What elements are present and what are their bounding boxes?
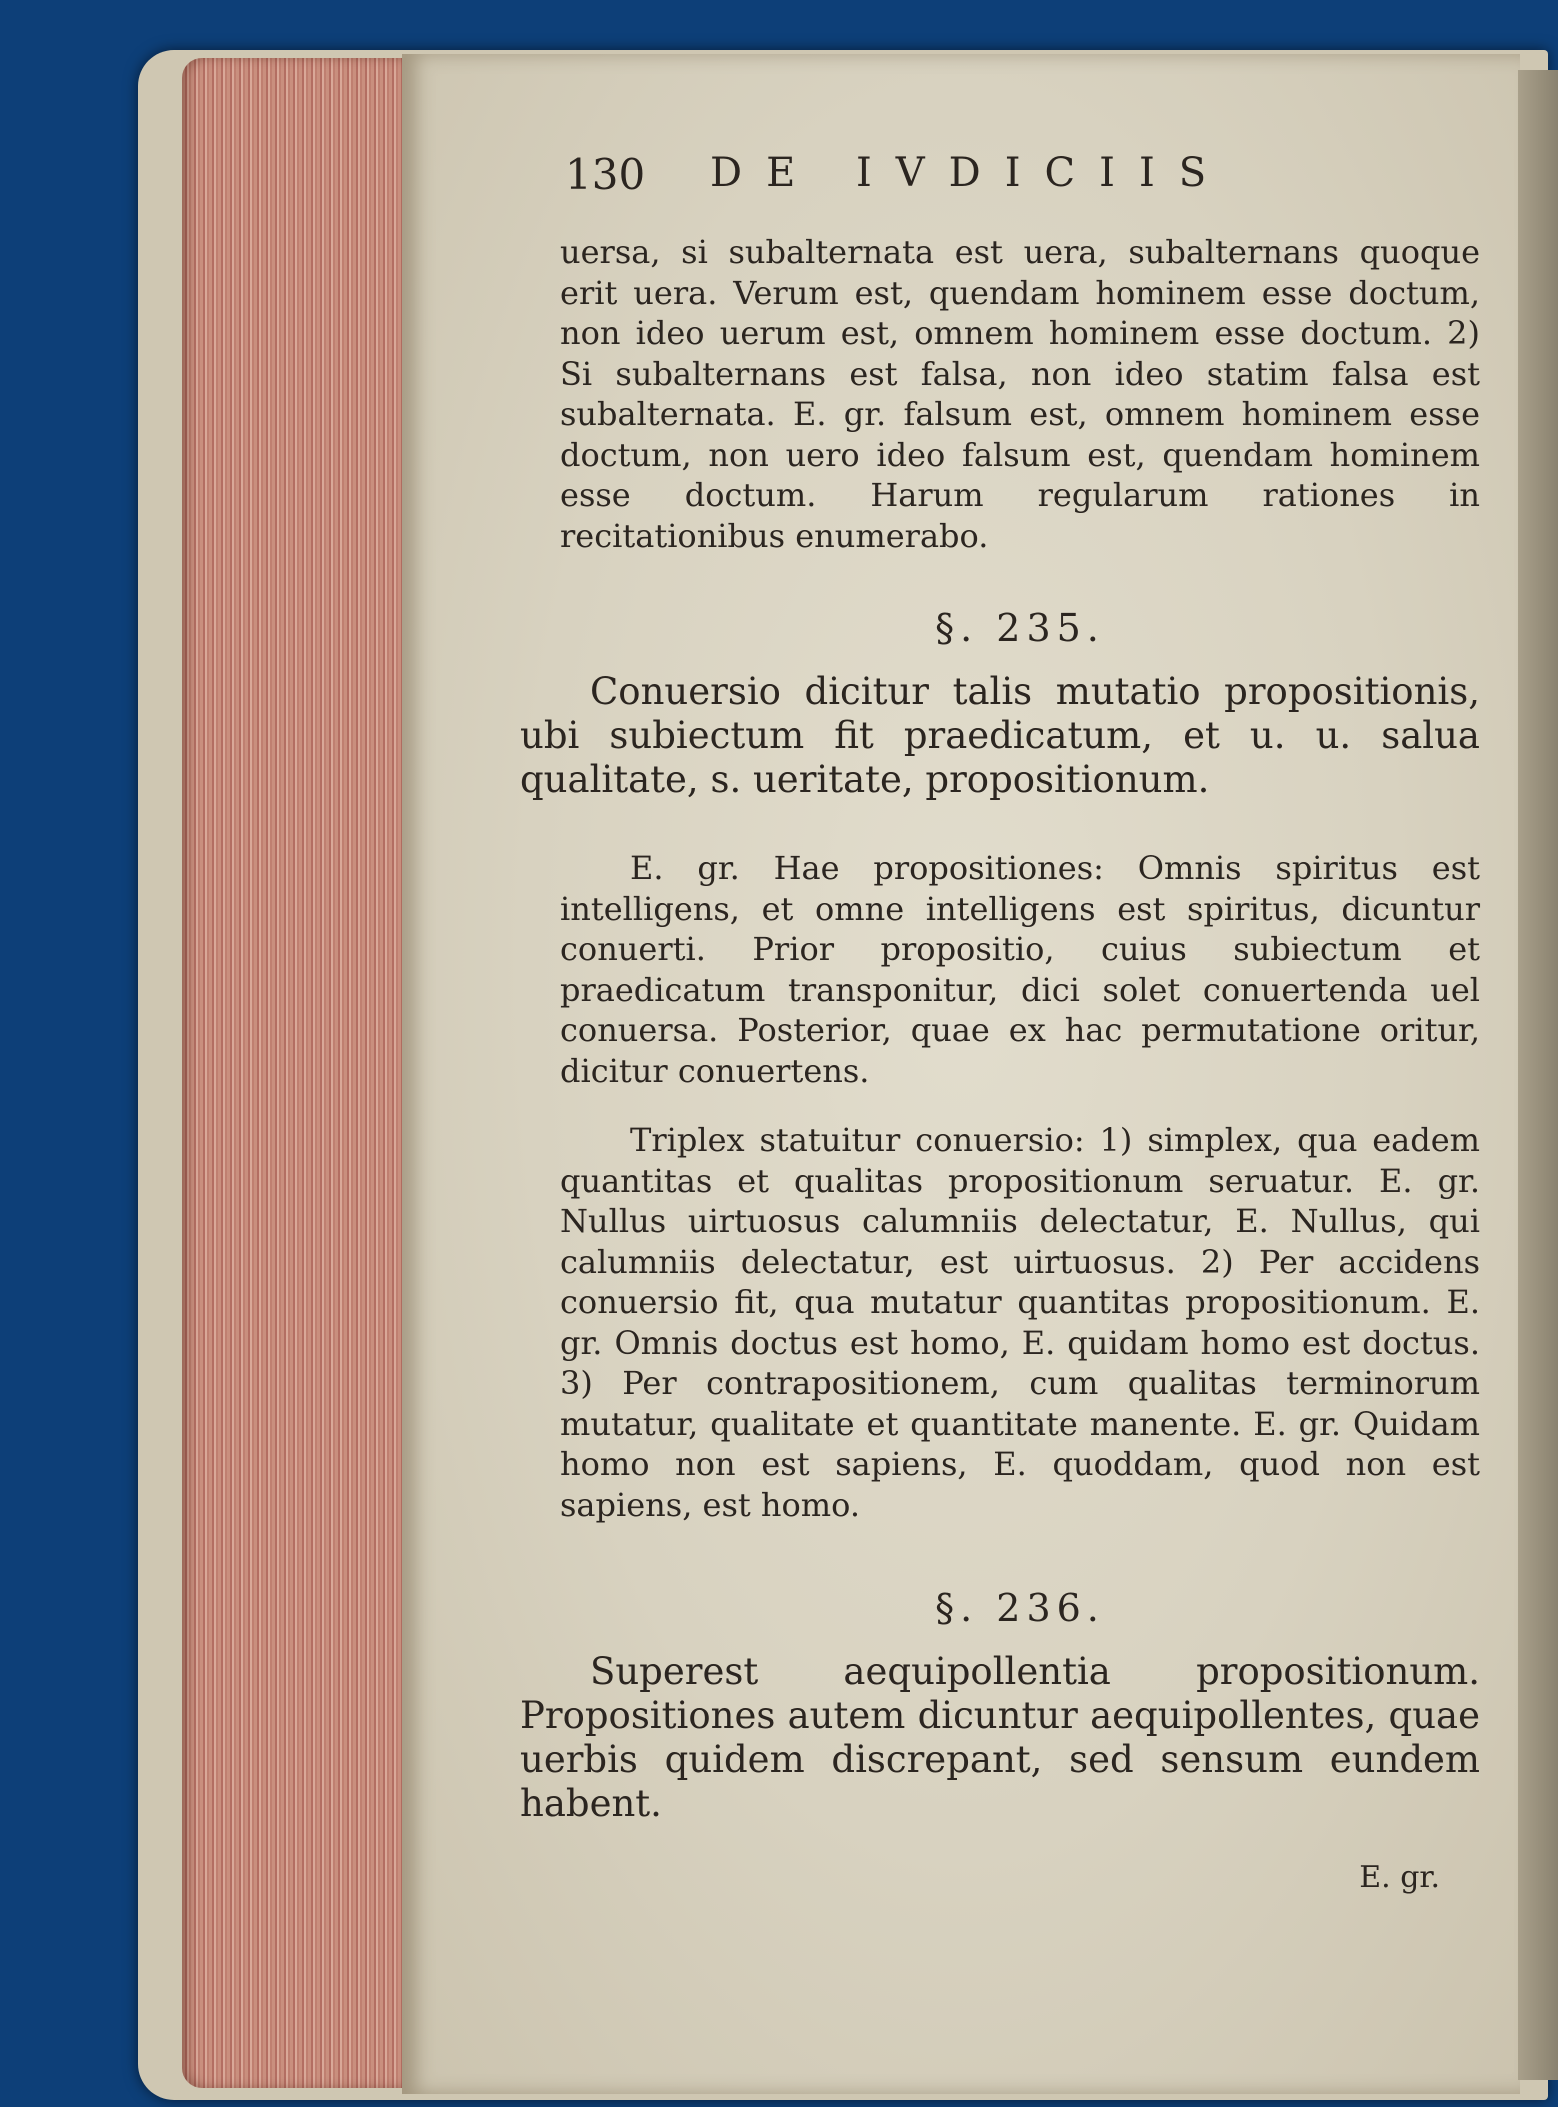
- section-236-heading: [560, 1588, 1480, 1629]
- paragraph-5: Superest aequipollentia propositionum. Propositiones autem dicuntur aequipollentes, quae uerbis quidem discrepant, sed sensum eundem habent.: [520, 1650, 1480, 1825]
- section-number: §. 236.: [935, 1586, 1105, 1630]
- example-conversion: [560, 848, 1480, 1091]
- section-235-heading: [560, 608, 1480, 649]
- page-number: 130: [565, 150, 646, 199]
- running-header: [565, 150, 1325, 200]
- paragraph-4: Triplex statuitur conuersio: 1) simplex, qua eadem quantitas et qualitas propositionum seruatur. E. gr. Nullus uirtuosus calumniis delectatur, E. Nullus, qui calumniis delectatur, est uirtuosus. 2) Per accidens conuersio fit, qua mutatur quantitas propositionum. E. gr. Omnis doctus est homo, E. quidam homo est doctus. 3) Per contrapositionem, cum qualitas terminorum mutatur, qualitate et quantitate manente. E. gr. Quidam homo non est sapiens, E. quoddam, quod non est sapiens, est homo.: [560, 1121, 1480, 1524]
- binding-edge: [1518, 70, 1558, 2080]
- definition-equipollence: [520, 1650, 1480, 1826]
- paragraph-2: Conuersio dicitur talis mutatio propositionis, ubi subiectum fit praedicatum, et u. u. salua qualitate, s. ueritate, propositionum.: [520, 670, 1480, 801]
- paragraph-3: E. gr. Hae propositiones: Omnis spiritus est intelligens, et omne intelligens est spiritus, dicuntur conuerti. Prior propositio, cuius subiectum et praedicatum transponitur, dici solet conuertenda uel conuersa. Posterior, quae ex hac permutatione oritur, dicitur conuertens.: [560, 849, 1480, 1090]
- running-title: DE IVDICIIS: [710, 150, 1231, 196]
- types-of-conversion: [560, 1120, 1480, 1525]
- catchword: E. gr.: [1359, 1860, 1440, 1895]
- section-number: §. 235.: [935, 606, 1105, 650]
- definition-conversion: [520, 670, 1480, 802]
- paragraph-continuation: [560, 232, 1480, 556]
- paragraph-1: uersa, si subalternata est uera, subalternans quoque erit uera. Verum est, quendam hominem esse doctum, non ideo uerum est, omnem hominem esse doctum. 2) Si subalternans est falsa, non ideo statim falsa est subalternata. E. gr. falsum est, omnem hominem esse doctum, non uero ideo falsum est, quendam hominem esse doctum. Harum regularum rationes in recitationibus enumerabo.: [560, 233, 1480, 555]
- page-edges: [182, 58, 404, 2088]
